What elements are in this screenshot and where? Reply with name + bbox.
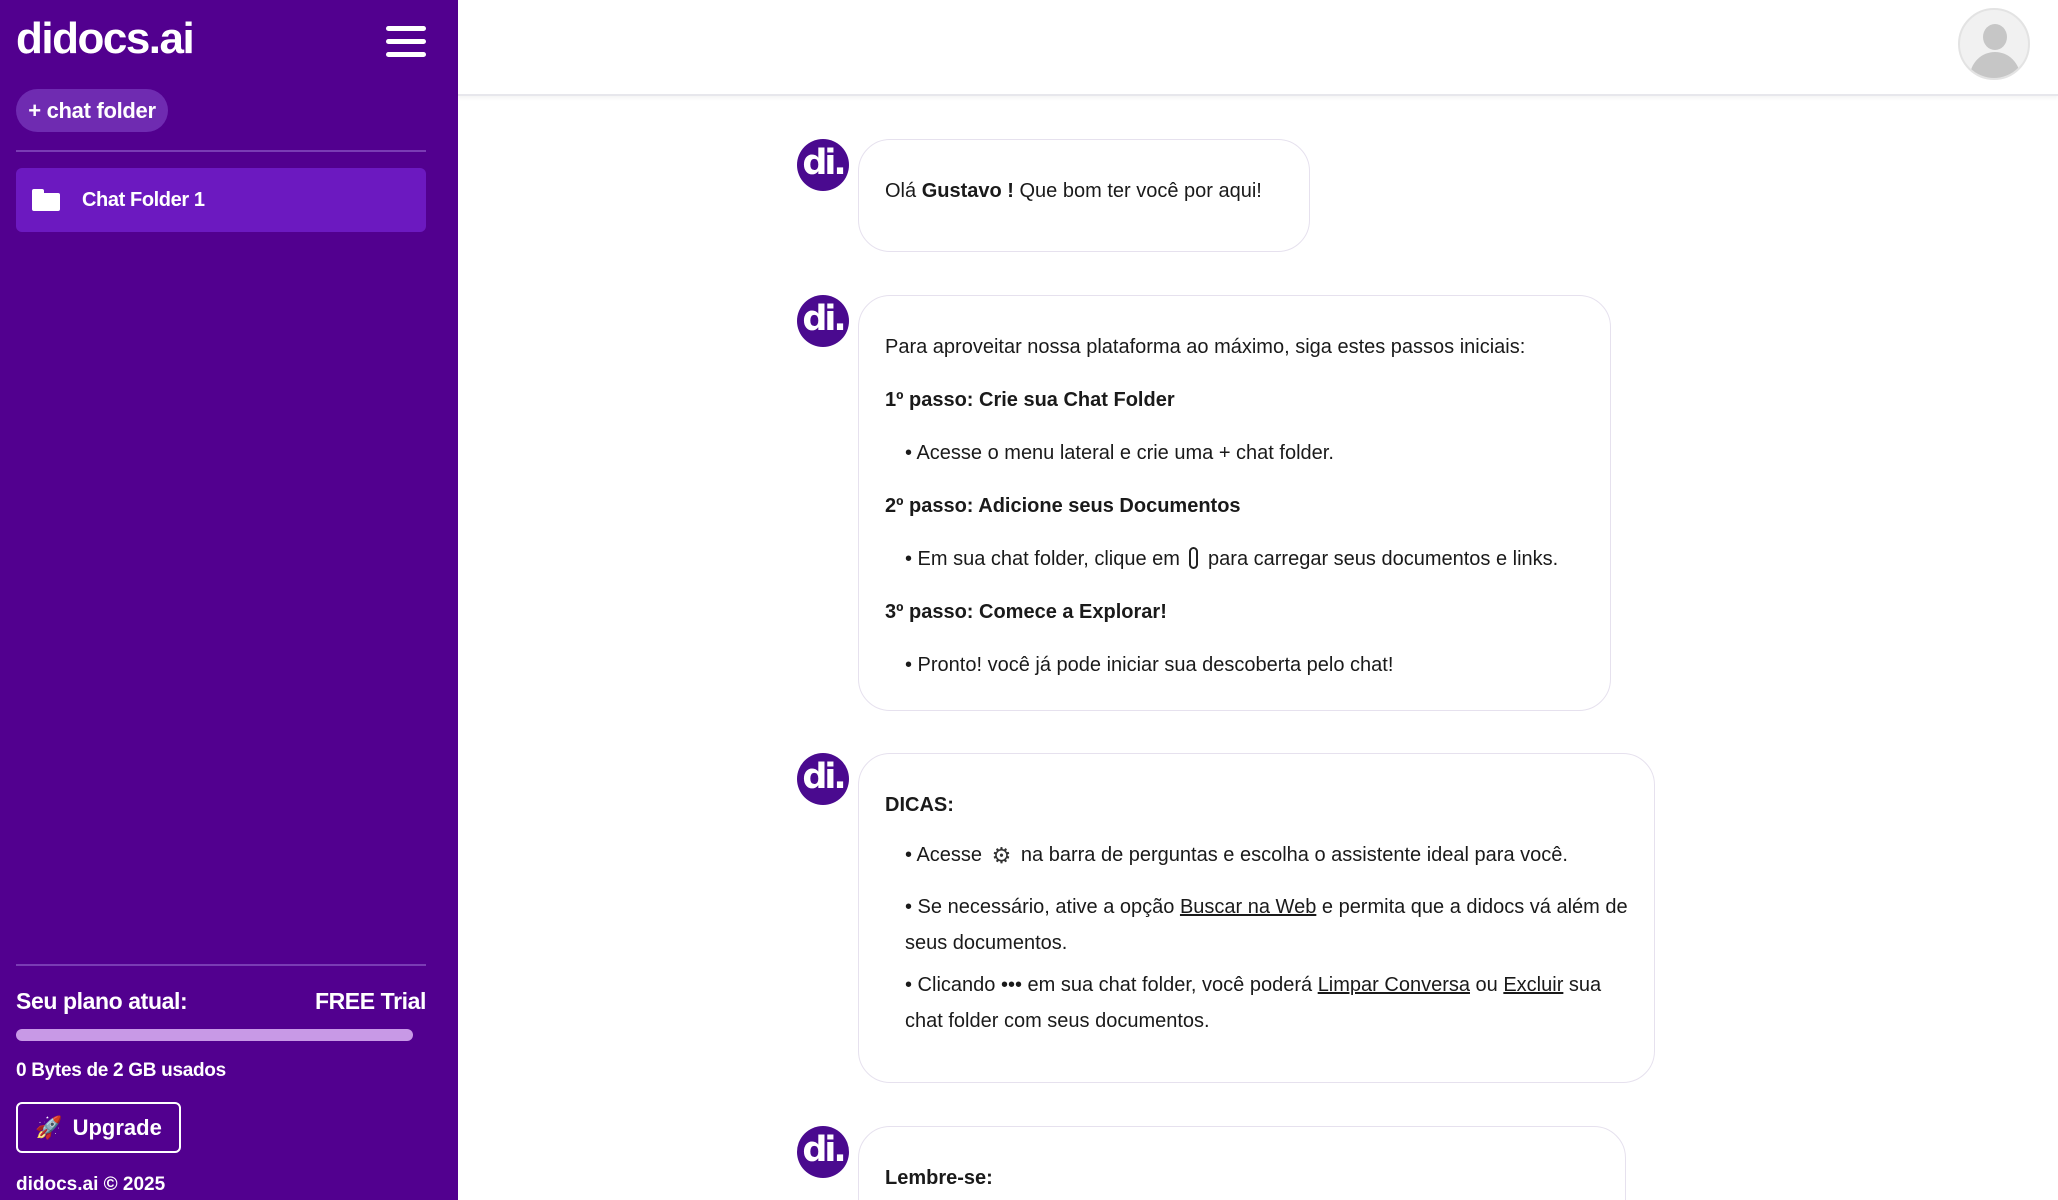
upgrade-label: Upgrade [72,1114,162,1140]
bot-avatar-icon: di. [797,753,849,805]
upgrade-button[interactable] [16,1102,181,1153]
step1-item: • Acesse o menu lateral e crie uma + chat folder. [905,442,1334,464]
remember-message [858,1126,1626,1200]
user-name: Gustavo ! [921,180,1014,202]
step3-item: • Pronto! você já pode iniciar sua descoberta pelo chat! [905,654,1394,676]
folder-icon [32,189,60,211]
sidebar-divider [16,964,426,966]
copyright: didocs.ai © 2025 [16,1174,166,1195]
storage-usage-text: 0 Bytes de 2 GB usados [16,1060,226,1081]
rocket-icon: 🚀 [35,1114,63,1140]
greeting-message [858,139,1310,252]
step2-item [885,546,1584,573]
app-logo[interactable]: didocs.ai [16,14,194,63]
steps-message [858,295,1611,711]
bot-avatar-icon: di. [797,1126,849,1178]
plan-value: FREE Trial [314,988,426,1014]
steps-intro: Para aproveitar nossa plataforma ao máximo, siga estes passos iniciais: [885,336,1526,358]
search-web-link[interactable]: Buscar na Web [1179,895,1317,918]
gear-icon: ⚙ [991,843,1012,868]
greeting-suffix: Que bom ter você por aqui! [1013,180,1262,202]
delete-link[interactable]: Excluir [1503,973,1564,996]
tip3-pre: • Clicando ••• em sua chat folder, você poderá [905,973,1318,996]
paperclip-icon [1189,547,1198,569]
sidebar-divider [16,150,426,152]
tips-title: DICAS: [885,794,954,816]
tip3-mid: ou [1469,973,1504,996]
tip2 [885,889,1628,961]
remember-title: Lembre-se: [885,1167,993,1189]
tip3-post: sua chat folder com seus documentos. [905,973,1602,1032]
menu-icon[interactable] [386,26,426,60]
new-chat-folder-button[interactable]: + chat folder [16,89,168,132]
step2-item-pre: • Em sua chat folder, clique em [905,548,1180,570]
tip2-pre: • Se necessário, ative a opção [905,895,1180,918]
sidebar-item-chat-folder-1[interactable] [16,168,426,232]
top-header [458,0,2058,96]
tip1-post: na barra de perguntas e escolha o assistente ideal para você. [1020,844,1568,866]
tip3 [885,967,1628,1039]
storage-progress-bar [16,1029,413,1041]
sidebar [0,0,458,1200]
tip2-post: e permita que a didocs vá além de seus documentos. [905,895,1628,954]
step3-title: 3º passo: Comece a Explorar! [885,601,1167,623]
tip1 [885,841,1628,871]
user-avatar-icon[interactable] [1958,8,2030,80]
tip1-pre: • Acesse [905,844,983,866]
greeting-prefix: Olá [885,180,922,202]
storage-progress-fill [16,1029,413,1041]
tips-message [858,753,1655,1083]
step2-title: 2º passo: Adicione seus Documentos [885,495,1241,517]
bot-avatar-icon: di. [797,295,849,347]
plan-row [16,988,426,1015]
plan-label: Seu plano atual: [16,988,188,1014]
clear-conversation-link[interactable]: Limpar Conversa [1317,973,1470,996]
bot-avatar-icon: di. [797,139,849,191]
step2-item-post: para carregar seus documentos e links. [1208,548,1559,570]
sidebar-item-label: Chat Folder 1 [82,188,205,211]
step1-title: 1º passo: Crie sua Chat Folder [885,389,1175,411]
